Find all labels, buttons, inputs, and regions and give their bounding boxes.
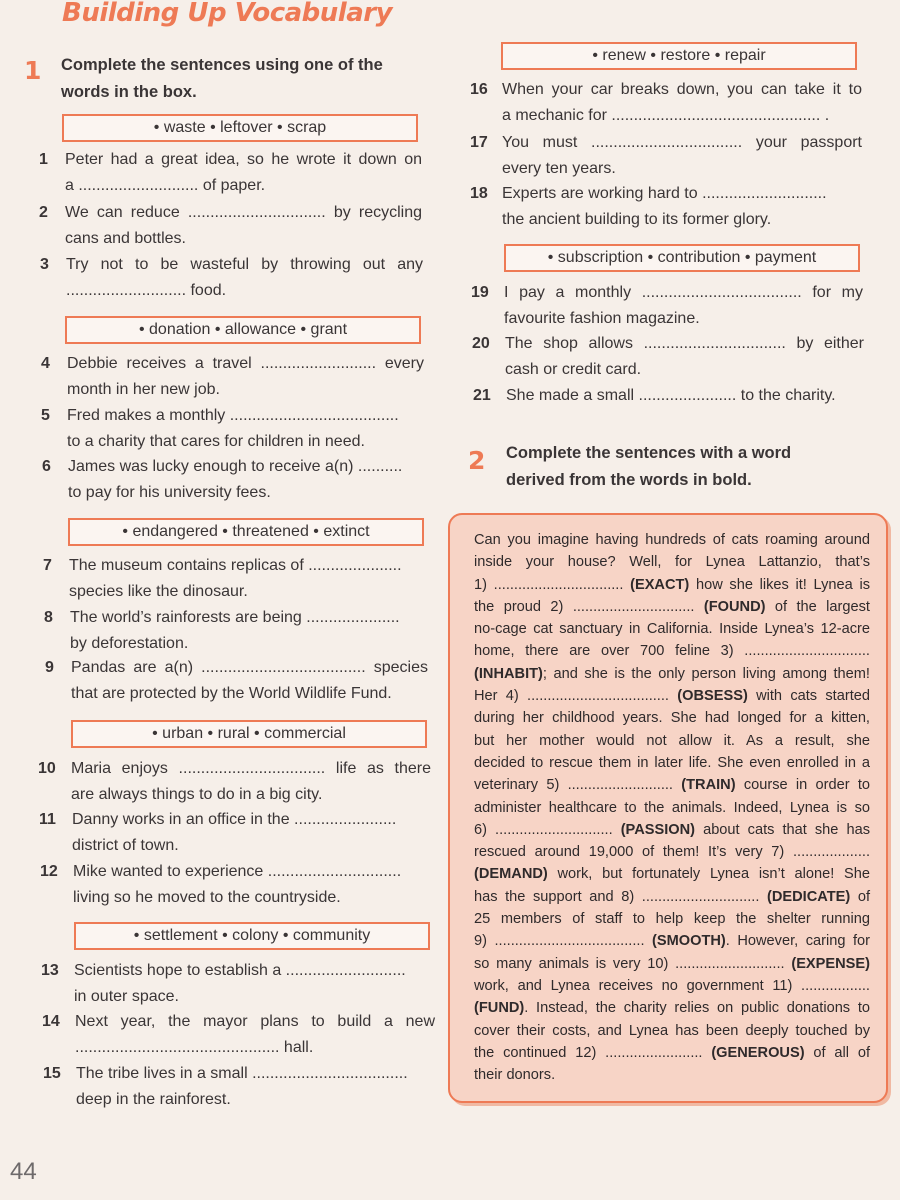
item-line: The shop allows ................................ by either [505,335,864,352]
text-fragment: decided to rescue them in later life. She even enrolled in a [474,754,870,771]
text-fragment: Can you imagine having hundreds of cats roaming around [474,532,870,548]
page-number: 44 [10,1158,37,1185]
item-number: 2 [39,204,48,221]
item-line: the ancient building to its former glory. [502,210,772,228]
item-line: that are protected by the World Wildlife Fund. [71,684,392,702]
item-line: Mike wanted to experience .............................. [73,863,402,880]
text-line [474,1042,870,1064]
text-line [474,819,870,841]
item-line: She made a small ...................... to the charity. [506,387,836,404]
item-line: The world’s rainforests are being ..................... [70,609,400,626]
keyword: (DEDICATE) [767,888,851,905]
item-number: 16 [470,81,488,98]
item-line: Peter had a great idea, so he wrote it down on [65,151,422,168]
word-box-3: • endangered • threatened • extinct [68,518,424,546]
text-fragment: the continued 12) ........................ [474,1044,712,1061]
item-number: 9 [45,659,54,676]
text-line [474,797,870,819]
item-number: 13 [41,962,59,979]
word-box-2: • donation • allowance • grant [65,316,421,344]
text-line [474,551,870,573]
item-line: Experts are working hard to ............................ [502,185,827,202]
reading-text [474,529,870,1086]
item-line: Try not to be wasteful by throwing out any [66,256,423,273]
item-number: 1 [39,151,48,168]
reading-text-box [448,513,888,1103]
item-number: 7 [43,557,52,574]
item-number: 3 [40,256,49,273]
item-line: Debbie receives a travel .......................... every [67,355,424,372]
text-fragment: but her mother would not allow it. As a result, she [474,732,870,749]
keyword: (EXACT) [630,576,690,593]
text-line [474,997,870,1019]
item-line: are always things to do in a big city. [71,785,323,803]
item-line: cans and bottles. [65,229,186,247]
item-line: Fred makes a monthly ...................................... [67,407,399,424]
text-line [474,1020,870,1042]
item-line: cash or credit card. [505,360,642,378]
item-number: 17 [470,134,488,151]
item-line: You must .................................. your passport [502,134,862,151]
keyword: (FUND) [474,1000,525,1017]
keyword: (FOUND) [703,598,766,615]
text-fragment: with cats started [747,688,870,705]
text-fragment: ; and she is the only person living among them! [542,665,870,682]
text-line [474,886,870,908]
exercise-1-instruction [61,52,383,106]
text-fragment: administer healthcare to the animals. Indeed, Lynea is so [474,799,870,816]
item-number: 6 [42,458,51,475]
item-line: Maria enjoys ................................. life as there [71,760,431,777]
item-number: 10 [38,760,56,777]
item-line: Pandas are a(n) ..................................... species [71,659,428,676]
item-line: a mechanic for ............................................... . [502,106,830,124]
text-fragment: course in order to [735,777,870,794]
instruction-line: words in the box. [61,83,197,101]
text-line [474,752,870,774]
text-line [474,930,870,952]
instruction-line: derived from the words in bold. [506,471,752,489]
item-number: 20 [472,335,490,352]
item-line: When your car breaks down, you can take it to [502,81,862,98]
item-number: 18 [470,185,488,202]
keyword: (INHABIT) [474,665,543,682]
text-line [474,730,870,752]
text-fragment: veterinary 5) .......................... [474,777,682,794]
text-fragment: about cats that she has [695,821,870,838]
item-line: I pay a monthly .................................... for my [504,284,863,301]
keyword: (OBSESS) [677,688,748,705]
text-line [474,685,870,707]
text-line [474,975,870,997]
item-line: to pay for his university fees. [68,483,271,501]
word-box-7: • subscription • contribution • payment [504,244,860,272]
item-number: 11 [39,811,56,828]
text-fragment: their donors. [474,1067,556,1084]
item-number: 4 [41,355,50,372]
text-line [474,618,870,640]
item-line: every ten years. [502,159,616,177]
text-fragment: . However, caring for [725,933,870,950]
text-fragment: rescued around 19,000 of them! It’s very 7) ................... [474,844,870,861]
item-line: The museum contains replicas of ..................... [69,557,402,574]
text-fragment: of the largest [765,598,870,615]
text-line [474,863,870,885]
word-box-5: • settlement • colony • community [74,922,430,950]
text-fragment: work, but fortunately Lynea isn’t alone! She [547,866,870,883]
keyword: (GENEROUS) [711,1044,805,1061]
item-line: month in her new job. [67,380,220,398]
text-fragment: home, there are over 700 feline 3) ............................... [474,643,870,660]
text-fragment: the proud 2) .............................. [474,598,704,615]
item-line: district of town. [72,836,179,854]
keyword: (DEMAND) [474,866,548,883]
item-number: 5 [41,407,50,424]
item-number: 15 [43,1065,61,1082]
item-line: a ........................... of paper. [65,176,266,194]
exercise-2-instruction [506,440,791,494]
exercise-2-number: 2 [468,446,486,475]
text-fragment: work, and Lynea receives no government 11) ................. [474,977,870,994]
item-line: species like the dinosaur. [69,582,248,600]
item-line: Danny works in an office in the ....................... [72,811,397,828]
text-line [474,596,870,618]
item-line: Scientists hope to establish a ........................... [74,962,406,979]
word-box-4: • urban • rural • commercial [71,720,427,748]
text-line [474,707,870,729]
text-fragment: 9) ..................................... [474,933,653,950]
text-fragment: cover their costs, and Lynea has been deeply touched by [474,1022,870,1039]
text-fragment: 25 members of staff to help keep the shelter running [474,911,870,928]
instruction-line: Complete the sentences using one of the [61,56,383,74]
text-fragment: . Instead, the charity relies on public donations to [524,1000,870,1017]
text-line [474,529,870,551]
text-fragment: Her 4) ................................... [474,688,678,705]
item-line: living so he moved to the countryside. [73,888,341,906]
item-line: deep in the rainforest. [76,1090,231,1108]
text-fragment: during her childhood years. She had longed for a kitten, [474,710,870,727]
text-fragment: of all of [804,1044,870,1061]
item-line: favourite fashion magazine. [504,309,700,327]
text-line [474,953,870,975]
text-fragment: 6) ............................. [474,821,621,838]
item-line: .............................................. hall. [75,1038,314,1056]
text-line [474,908,870,930]
item-line: James was lucky enough to receive a(n) .......... [68,458,403,475]
text-fragment: has the support and 8) ............................. [474,888,767,905]
item-line: We can reduce ............................... by recycling [65,204,422,221]
item-line: The tribe lives in a small ................................... [76,1065,408,1082]
text-fragment: no-cage cat sanctuary in California. Inside Lynea’s 12-acre [474,621,870,638]
keyword: (TRAIN) [681,777,736,794]
text-line [474,774,870,796]
item-line: to a charity that cares for children in need. [67,432,365,450]
text-fragment: how she likes it! Lynea is [689,576,870,593]
text-line [474,663,870,685]
keyword: (EXPENSE) [791,955,870,972]
item-number: 21 [473,387,491,404]
word-box-6: • renew • restore • repair [501,42,857,70]
text-fragment: so many animals is very 10) ........................... [474,955,792,972]
item-line: ........................... food. [66,281,227,299]
text-fragment: of [850,888,871,905]
item-number: 14 [42,1013,60,1030]
item-line: in outer space. [74,987,179,1005]
keyword: (SMOOTH) [652,933,726,950]
item-number: 8 [44,609,53,626]
word-box-1: • waste • leftover • scrap [62,114,418,142]
text-line [474,841,870,863]
text-line [474,574,870,596]
text-line [474,640,870,662]
page-title: Building Up Vocabulary [62,0,393,28]
item-line: by deforestation. [70,634,189,652]
exercise-1-number: 1 [24,56,42,85]
text-fragment: 1) ................................ [474,576,631,593]
instruction-line: Complete the sentences with a word [506,444,792,462]
item-number: 12 [40,863,58,880]
keyword: (PASSION) [620,821,696,838]
item-line: Next year, the mayor plans to build a new [75,1013,435,1030]
text-fragment: inside your house? Well, for Lynea Lattanzio, that’s [474,554,870,571]
text-line [474,1064,870,1086]
item-number: 19 [471,284,489,301]
